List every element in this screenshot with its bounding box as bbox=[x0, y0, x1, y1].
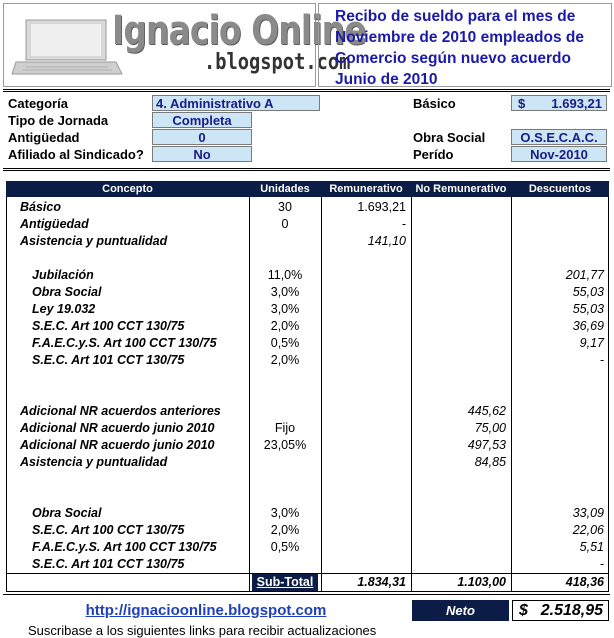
subtotal-remunerativo: 1.834,31 bbox=[357, 575, 406, 589]
row-unidades: 3,0% bbox=[270, 302, 300, 316]
row-descuentos: 55,03 bbox=[572, 302, 604, 316]
col-concepto: Concepto bbox=[102, 183, 153, 195]
row-concepto: S.E.C. Art 100 CCT 130/75 bbox=[32, 523, 185, 537]
row-no-remunerativo: 445,62 bbox=[467, 404, 506, 418]
divider bbox=[3, 170, 610, 171]
table-border bbox=[6, 197, 7, 592]
row-unidades: 0 bbox=[281, 217, 289, 231]
blog-link[interactable]: http://ignacioonline.blogspot.com bbox=[85, 602, 327, 619]
basico-field[interactable] bbox=[511, 95, 607, 111]
title-box bbox=[318, 3, 612, 87]
row-concepto: Ley 19.032 bbox=[32, 302, 96, 316]
col-remunerativo: Remunerativo bbox=[329, 183, 403, 195]
table-border bbox=[608, 197, 609, 592]
divider bbox=[3, 91, 610, 92]
row-concepto: Adicional NR acuerdo junio 2010 bbox=[20, 421, 215, 435]
neto-field bbox=[512, 600, 609, 621]
divider bbox=[3, 168, 610, 169]
row-unidades: 0,5% bbox=[270, 540, 300, 554]
col-unidades: Unidades bbox=[260, 183, 310, 195]
row-descuentos: 5,51 bbox=[579, 540, 604, 554]
divider bbox=[6, 591, 609, 592]
row-concepto: S.E.C. Art 100 CCT 130/75 bbox=[32, 319, 185, 333]
row-unidades: 23,05% bbox=[263, 438, 307, 452]
row-concepto: Antigüedad bbox=[20, 217, 89, 231]
col-descuentos: Descuentos bbox=[528, 183, 592, 195]
antiguedad-label: Antigüedad bbox=[8, 130, 80, 145]
currency-symbol: $ bbox=[519, 602, 528, 619]
jornada-field[interactable]: Completa bbox=[152, 112, 252, 128]
row-unidades: 2,0% bbox=[270, 523, 300, 537]
row-concepto: Obra Social bbox=[32, 285, 102, 299]
categoria-label: Categoría bbox=[8, 96, 68, 111]
categoria-field[interactable]: 4. Administrativo A bbox=[152, 95, 320, 111]
row-concepto: Jubilación bbox=[32, 268, 94, 282]
row-concepto: Asistencia y puntualidad bbox=[20, 455, 168, 469]
obra-social-label: Obra Social bbox=[413, 130, 486, 145]
antiguedad-field[interactable]: 0 bbox=[152, 129, 252, 145]
row-unidades: 2,0% bbox=[270, 319, 300, 333]
row-remunerativo: - bbox=[401, 217, 406, 231]
currency-symbol: $ bbox=[518, 96, 526, 111]
row-no-remunerativo: 497,53 bbox=[467, 438, 506, 452]
row-concepto: Adicional NR acuerdo junio 2010 bbox=[20, 438, 215, 452]
row-descuentos: - bbox=[599, 557, 604, 571]
row-descuentos: 201,77 bbox=[565, 268, 604, 282]
basico-amount: 1.693,21 bbox=[551, 96, 602, 111]
obra-social-field[interactable]: O.S.E.C.A.C. bbox=[511, 129, 607, 145]
page-title: Recibo de sueldo para el mes de Noviembre de 2010 empleados de Comercio según nuevo acuerdo Junio de 2010 bbox=[335, 8, 584, 88]
sindicado-field[interactable]: No bbox=[152, 146, 252, 162]
row-unidades: 11,0% bbox=[267, 268, 303, 282]
row-remunerativo: 141,10 bbox=[367, 234, 406, 248]
table-header bbox=[6, 181, 609, 197]
neto-label: Neto bbox=[412, 600, 509, 621]
row-descuentos: 33,09 bbox=[572, 506, 604, 520]
jornada-label: Tipo de Jornada bbox=[8, 113, 109, 128]
row-concepto: Asistencia y puntualidad bbox=[20, 234, 168, 248]
row-unidades: 3,0% bbox=[270, 506, 300, 520]
row-unidades: Fijo bbox=[274, 421, 296, 435]
logo-title: Ignacio Online bbox=[112, 8, 366, 54]
row-unidades: 3,0% bbox=[270, 285, 300, 299]
laptop-icon bbox=[12, 18, 122, 76]
row-remunerativo: 1.693,21 bbox=[357, 200, 406, 214]
neto-amount: 2.518,95 bbox=[540, 602, 603, 619]
table-border bbox=[321, 197, 322, 592]
row-descuentos: 22,06 bbox=[572, 523, 604, 537]
row-no-remunerativo: 84,85 bbox=[474, 455, 506, 469]
row-concepto: F.A.E.C.y.S. Art 100 CCT 130/75 bbox=[32, 540, 217, 554]
logo-subtitle: .blogspot.com bbox=[204, 50, 351, 75]
row-concepto: Obra Social bbox=[32, 506, 102, 520]
row-unidades: 30 bbox=[278, 200, 292, 214]
row-concepto: F.A.E.C.y.S. Art 100 CCT 130/75 bbox=[32, 336, 217, 350]
row-unidades: 2,0% bbox=[270, 353, 300, 367]
periodo-label: Perído bbox=[413, 147, 454, 162]
row-concepto: S.E.C. Art 101 CCT 130/75 bbox=[32, 353, 185, 367]
divider bbox=[3, 594, 610, 595]
row-descuentos: - bbox=[599, 353, 604, 367]
subtotal-label: Sub-Total bbox=[252, 574, 318, 591]
periodo-field[interactable]: Nov-2010 bbox=[511, 146, 607, 162]
divider bbox=[3, 89, 610, 90]
row-unidades: 0,5% bbox=[270, 336, 300, 350]
sindicado-label: Afiliado al Sindicado? bbox=[8, 147, 144, 162]
row-concepto: Básico bbox=[20, 200, 61, 214]
col-no-remunerativo: No Remunerativo bbox=[415, 183, 507, 195]
basico-label: Básico bbox=[413, 96, 456, 111]
subtotal-descuentos: 418,36 bbox=[565, 575, 604, 589]
row-descuentos: 36,69 bbox=[572, 319, 604, 333]
row-no-remunerativo: 75,00 bbox=[474, 421, 506, 435]
table-border bbox=[411, 197, 412, 592]
row-descuentos: 55,03 bbox=[572, 285, 604, 299]
row-concepto: Adicional NR acuerdos anteriores bbox=[20, 404, 221, 418]
row-descuentos: 9,17 bbox=[579, 336, 604, 350]
footer-note: Suscribase a los siguientes links para recibir actualizaciones bbox=[28, 623, 377, 638]
row-concepto: S.E.C. Art 101 CCT 130/75 bbox=[32, 557, 185, 571]
subtotal-no-remunerativo: 1.103,00 bbox=[457, 575, 506, 589]
logo bbox=[3, 3, 366, 87]
